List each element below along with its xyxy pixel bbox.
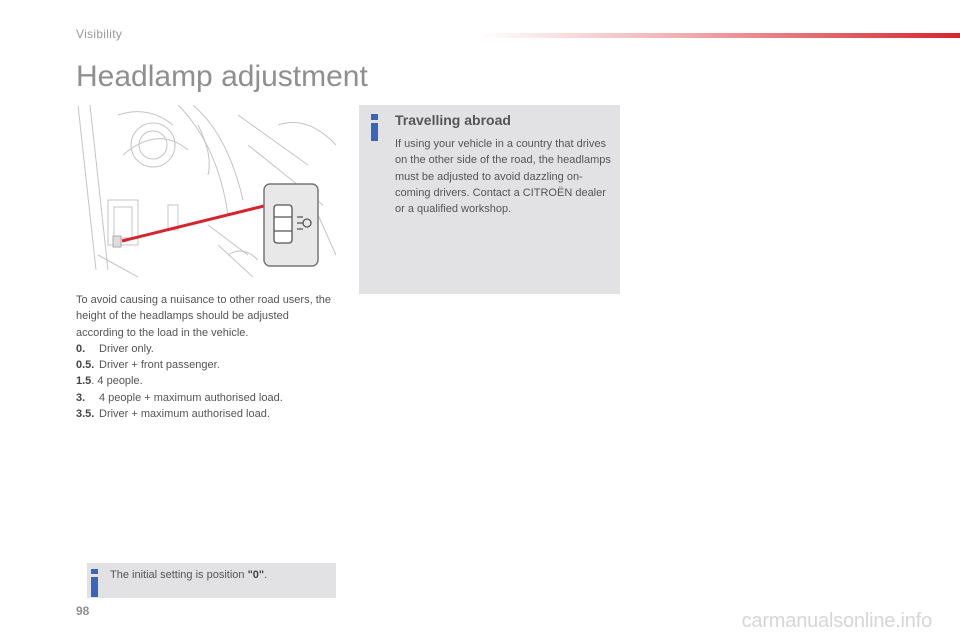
watermark: carmanualsonline.info [741, 610, 932, 632]
list-item: 1.5 . 4 people. [76, 375, 143, 388]
page-number: 98 [76, 604, 90, 618]
box-text: If using your vehicle in a country that drives on the other side of the road, the headlamps must be adjusted to avoid dazzling on-coming drivers. Contact a CITROËN dealer or a qualified workshop. [395, 138, 611, 216]
page-title: Headlamp adjustment [76, 60, 368, 93]
box-title: Travelling abroad [395, 112, 511, 128]
intro-paragraph: To avoid causing a nuisance to other road users, the height of the headlamps should be adjusted according to the load in the vehicle. [76, 294, 331, 339]
list-item: 3. 4 people + maximum authorised load. [76, 391, 283, 404]
list-item: 0. Driver only. [76, 342, 154, 355]
note-text: The initial setting is position "0". [110, 569, 268, 581]
note-value: "0" [247, 569, 265, 581]
list-item: 0.5. Driver + front passenger. [76, 359, 220, 372]
travelling-abroad-box [359, 105, 620, 294]
callout-line [122, 205, 268, 241]
adjustment-description [76, 292, 338, 422]
list-item: 3.5. Driver + maximum authorised load. [76, 408, 270, 421]
note-box [87, 563, 336, 598]
section-label: Visibility [76, 27, 123, 41]
info-icon [371, 114, 378, 141]
header-accent-bar [480, 33, 960, 38]
info-icon [91, 569, 98, 597]
dashboard-illustration [78, 105, 336, 277]
position-list [76, 341, 338, 422]
